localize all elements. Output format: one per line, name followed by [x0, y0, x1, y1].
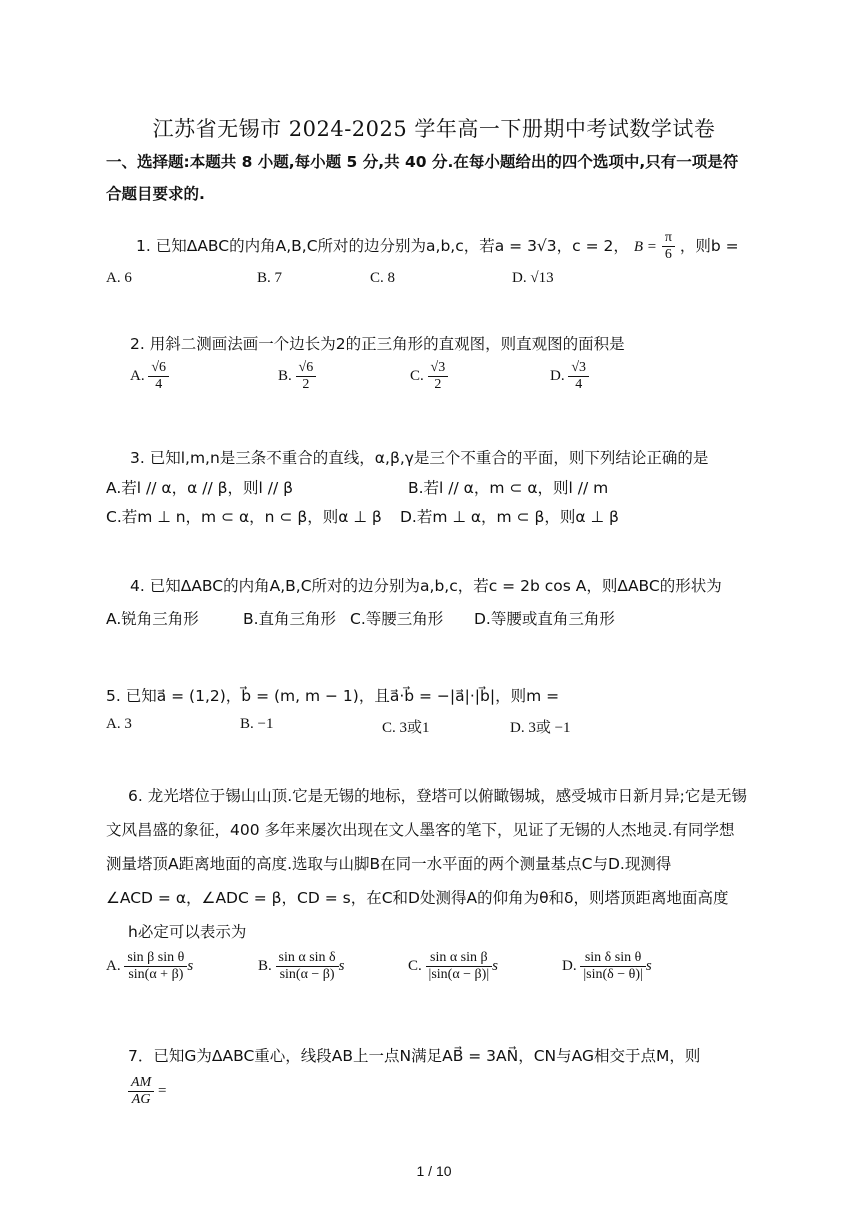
option-2d-label: D.	[550, 367, 565, 384]
section-heading-line1: 一、选择题:本题共 8 小题,每小题 5 分,共 40 分.在每小题给出的四个选项中,只有一项是符	[106, 153, 739, 171]
option-6d-s: s	[645, 957, 652, 974]
option-2d-den: 4	[575, 377, 583, 392]
option-4b: B.直角三角形	[243, 610, 337, 628]
question-6-line3: 测量塔顶A距离地面的高度.选取与山脚B在同一水平面的两个测量基点C与D.现测得	[106, 855, 672, 873]
question-7-frac-den: AG	[131, 1092, 151, 1107]
question-6-line5: h必定可以表示为	[128, 923, 247, 941]
option-5c: C. 3或1	[382, 720, 430, 736]
question-1-tail: ，则b =	[679, 237, 739, 255]
option-1a: A. 6	[106, 270, 132, 286]
option-6b-s: s	[338, 957, 345, 974]
option-2c-label: C.	[410, 367, 424, 384]
option-1d: D. √13	[512, 270, 554, 286]
question-7-tail: =	[157, 1082, 167, 1099]
question-4-stem: 4. 已知ΔABC的内角A,B,C所对的边分别为a,b,c，若c = 2b cos A，则ΔABC的形状为	[130, 577, 722, 595]
option-6b-num: sin α sin δ	[276, 950, 339, 967]
option-6d-num: sin δ sin θ	[580, 950, 645, 967]
option-2a	[130, 360, 169, 393]
option-2d-num: √3	[568, 360, 589, 377]
option-6d	[562, 950, 652, 983]
option-6c-num: sin α sin β	[426, 950, 493, 967]
option-2b-den: 2	[302, 377, 310, 392]
option-3a: A.若l // α，α // β，则l // β	[106, 479, 293, 497]
page-number: 1 / 10	[416, 1163, 452, 1179]
option-3d: D.若m ⊥ α，m ⊂ β，则α ⊥ β	[400, 508, 619, 526]
option-6c-label: C.	[408, 957, 422, 974]
section-heading	[106, 146, 766, 210]
question-6-line4: ∠ACD = α，∠ADC = β，CD = s，在C和D处测得A的仰角为θ和δ，则塔顶距离地面高度	[106, 889, 729, 907]
page-title: 江苏省无锡市 2024-2025 学年高一下册期中考试数学试卷	[152, 117, 716, 141]
question-1-frac-den: 6	[664, 247, 672, 262]
option-6c-s: s	[492, 957, 498, 974]
option-2c-num: √3	[428, 360, 449, 377]
question-6-line1: 6. 龙光塔位于锡山山顶.它是无锡的地标，登塔可以俯瞰锡城，感受城市日新月异;它是无锡	[128, 787, 747, 805]
question-6-line2: 文风昌盛的象征，400 多年来屡次出现在文人墨客的笔下，见证了无锡的人杰地灵.有同学想	[106, 821, 735, 839]
option-5b: B. −1	[240, 716, 274, 732]
option-2d	[550, 360, 589, 393]
option-3c: C.若m ⊥ n，m ⊂ α，n ⊂ β，则α ⊥ β	[106, 508, 382, 526]
option-2b-label: B.	[278, 367, 292, 384]
option-2c	[410, 360, 448, 393]
option-2a-num: √6	[148, 360, 169, 377]
question-1-stem: 1. 已知ΔABC的内角A,B,C所对的边分别为a,b,c，若a = 3√3，c = 2，	[136, 237, 629, 255]
option-2b-num: √6	[296, 360, 317, 377]
question-7-stem: 7．已知G为ΔABC重心，线段AB上一点N满足AB⃗ = 3AN⃗，CN与AG相交于点M，则	[128, 1047, 701, 1065]
option-6b-label: B.	[258, 957, 272, 974]
option-6a-s: s	[187, 957, 194, 974]
question-1	[136, 230, 739, 263]
option-2c-den: 2	[434, 377, 442, 392]
option-1c: C. 8	[370, 270, 396, 286]
option-2b	[278, 360, 316, 393]
option-6b-den: sin(α − β)	[279, 967, 335, 982]
option-6d-den: |sin(δ − θ)|	[583, 967, 643, 982]
question-2-stem: 2. 用斜二测画法画一个边长为2的正三角形的直观图，则直观图的面积是	[130, 335, 625, 353]
option-4c: C.等腰三角形	[350, 610, 444, 628]
option-4a: A.锐角三角形	[106, 610, 199, 628]
option-6c	[408, 950, 498, 983]
option-6d-label: D.	[562, 957, 577, 974]
question-7-frac-num: AM	[128, 1075, 154, 1092]
option-1b: B. 7	[257, 270, 283, 286]
question-3-stem: 3. 已知l,m,n是三条不重合的直线，α,β,γ是三个不重合的平面，则下列结论正确的是	[130, 449, 709, 467]
option-6c-den: |sin(α − β)|	[428, 967, 490, 982]
option-5a: A. 3	[106, 716, 132, 732]
question-7-fraction	[128, 1075, 166, 1108]
option-5d: D. 3或 −1	[510, 720, 571, 736]
option-2a-den: 4	[155, 377, 163, 392]
option-6a-label: A.	[106, 957, 121, 974]
option-2a-label: A.	[130, 367, 145, 384]
option-3b: B.若l // α，m ⊂ α，则l // m	[408, 479, 609, 497]
option-6a-den: sin(α + β)	[128, 967, 184, 982]
question-1-fraction	[662, 230, 675, 263]
question-1-frac-num: π	[662, 230, 675, 247]
option-6a	[106, 950, 193, 983]
question-1-b-eq: B =	[633, 239, 657, 255]
option-6a-num: sin β sin θ	[124, 950, 187, 967]
question-5-stem: 5. 已知a⃗ = (1,2)，b⃗ = (m, m − 1)，且a⃗·b⃗ = −|a⃗|·|b⃗|，则m =	[106, 687, 560, 705]
option-6b	[258, 950, 344, 983]
section-heading-line2: 合题目要求的.	[106, 185, 205, 203]
option-4d: D.等腰或直角三角形	[474, 610, 615, 628]
